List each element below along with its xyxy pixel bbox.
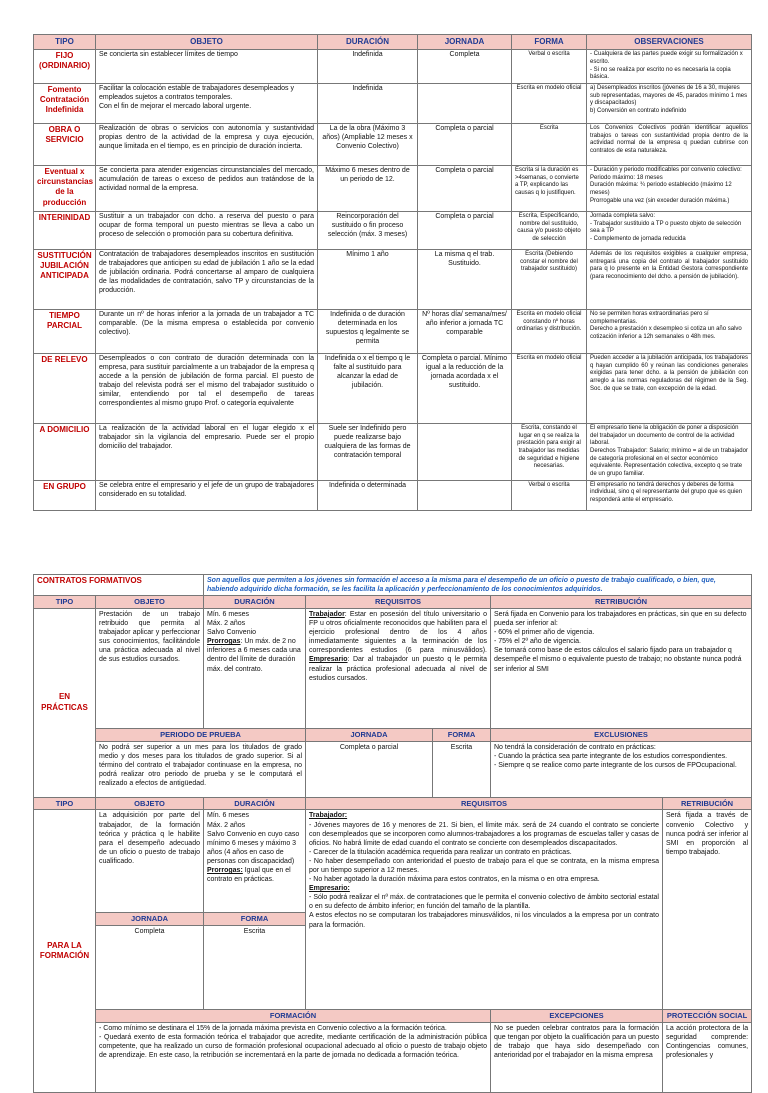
row-retribucion: Será fijada a través de convenio Colectivo y nunca podrá ser inferior al SMI en proporción al tiempo trabajado. xyxy=(663,810,752,1010)
row-requisitos xyxy=(306,608,491,728)
header-requisitos: REQUISITOS xyxy=(306,596,491,609)
row-duracion: Indefinida xyxy=(318,50,418,84)
row-tipo: PARA LA FORMACIÓN xyxy=(34,810,96,1093)
row-observaciones: Los Convenios Colectivos podrán identificar aquellos trabajos o tareas con sustantividad propia dentro de la actividad normal de la empresa q puedan cubrirse con contratos de esta naturaleza. xyxy=(587,123,752,165)
row-tipo: Eventual x circunstancias de la producción xyxy=(34,165,96,211)
row-tipo: OBRA O SERVICIO xyxy=(34,123,96,165)
header-retribucion: RETRIBUCIÓN xyxy=(663,797,752,810)
row-observaciones: - Cualquiera de las partes puede exigir su formalización x escrito. - Si no se realiza por escrito no es necesaria la copia básica. xyxy=(587,50,752,84)
table-row xyxy=(34,810,752,913)
formative-contracts-table xyxy=(33,574,752,1093)
header-duracion: DURACIÓN xyxy=(204,797,306,810)
table-row xyxy=(34,741,752,797)
table-row xyxy=(34,83,752,123)
empresario-text: : Dar al trabajador un puesto q le permita realizar la práctica profesional adecuada al nivel de estudios cursados. xyxy=(309,656,487,682)
header-forma: FORMA xyxy=(204,913,306,926)
row-duracion: La de la obra (Máximo 3 años) (Ampliable 12 meses x Convenio Colectivo) xyxy=(318,123,418,165)
row-objeto: Se celebra entre el empresario y el jefe de un grupo de trabajadores considerado en su totalidad. xyxy=(96,480,318,510)
header-objeto: OBJETO xyxy=(96,797,204,810)
row-tipo: SUSTITUCIÓN JUBILACIÓN ANTICIPADA xyxy=(34,249,96,309)
row-objeto: Prestación de un trabajo retribuido que permita al trabajador aplicar y perfeccionar sus conocimientos, facilitándole una práctica adecuada al nivel de sus estudios cursados. xyxy=(96,608,204,728)
table-row xyxy=(34,50,752,84)
row-forma: Escrita xyxy=(433,741,491,797)
prorrogas-text: Igual que en el contrato en prácticas. xyxy=(207,867,291,884)
row-jornada: Completa o parcial xyxy=(418,123,512,165)
table-subheader-row xyxy=(34,728,752,741)
header-objeto: OBJETO xyxy=(96,35,318,50)
header-jornada: JORNADA xyxy=(306,728,433,741)
contracts-table xyxy=(33,34,752,511)
row-objeto: Contratación de trabajadores desempleados inscritos en sustitución de trabajadores que anticipen su edad de jubilación 1 año se la edad de jubilación ordinaria. Podrá concertarse al amparo de cualquiera de las modalidades de contratación, salvo TP y circunstancias de la producción. xyxy=(96,249,318,309)
table-row xyxy=(34,165,752,211)
row-observaciones: No se permiten horas extraordinarias pero sí complementarias. Derecho a prestación x desempleo si cotiza un año salvo cotización inferior a 12h semanales o 48h mes. xyxy=(587,309,752,353)
row-objeto: Facilitar la colocación estable de trabajadores desempleados y empleados sujetos a contratos temporales. Con el fin de mejorar el mercado laboral urgente. xyxy=(96,83,318,123)
header-requisitos: REQUISITOS xyxy=(306,797,663,810)
row-objeto: Desempleados o con contrato de duración determinada con la empresa, para sustituir parcialmente a un trabajador de la empresa q accede a la pensión de jubilación de forma parcial. El puesto de trabajo del relevista podrá ser el mismo del trabajador sustituido o similar, entendiendo por tal el desempeño de tareas correspondientes al mismo grupo Prof. o categoría equivalente xyxy=(96,353,318,423)
row-tipo: A DOMICILIO xyxy=(34,423,96,480)
header-observaciones: OBSERVACIONES xyxy=(587,35,752,50)
prorrogas-label: Prorrogas: xyxy=(207,867,243,874)
row-jornada xyxy=(418,423,512,480)
header-tipo: TIPO xyxy=(34,797,96,810)
trabajador-label: Trabajador xyxy=(309,610,345,618)
empresario-text: - Sólo podrá realizar el nº máx. de contrataciones que le permita el convenio colectivo de ámbito sectorial estatal o en su defecto de ámbito inferior; en función del tamaño de la plantilla. A estos efectos no se computaran los trabajadores minusválidos, ni los vinculados a la empresa por un contrato para la formación. xyxy=(309,894,659,929)
table-row xyxy=(34,211,752,249)
row-formacion: - Como mínimo se destinara el 15% de la jornada máxima prevista en Convenio colectivo a la formación teórica. - Quedará exento de esta formación teórica el trabajador que acredite, mediante certificación de la administración pública competente, que ha realizado un curso de formación profesional ocupacional adecuado al oficio o puesto de trabajo objeto de aprendizaje. En este caso, la retribución se incrementará en la parte de jornada no dedicada a formación teórica. xyxy=(96,1022,491,1092)
header-formacion: FORMACIÓN xyxy=(96,1010,491,1023)
header-tipo: TIPO xyxy=(34,35,96,50)
empresario-label: Empresario: xyxy=(309,885,350,893)
row-jornada: Completa o parcial. Mínimo igual a la reducción de la jornada acordada x el sustituido. xyxy=(418,353,512,423)
header-duracion: DURACIÓN xyxy=(204,596,306,609)
header-excepciones: EXCEPCIONES xyxy=(491,1010,663,1023)
prorrogas-text: : Un máx. de 2 no inferiores a 6 meses cada una dentro del límite de duración máx. del contrato. xyxy=(207,638,301,673)
row-duracion: Mínimo 1 año xyxy=(318,249,418,309)
row-forma: Escrita, constando el lugar en q se realiza la prestación para exigir al trabajador las medidas de seguridad e higiene necesarias. xyxy=(512,423,587,480)
row-jornada: Completa o parcial xyxy=(306,741,433,797)
row-objeto: Se concierta sin establecer límites de tiempo xyxy=(96,50,318,84)
row-periodo-prueba: No podrá ser superior a un mes para los titulados de grado medio y dos meses para los titulados de grado superior. Si al término del contrato el trabajador continuase en la empresa, no podrá realizar otro periodo de prueba y se le computará el realizado a efectos de antigüedad. xyxy=(96,741,306,797)
row-observaciones: El empresario no tendrá derechos y deberes de forma individual, sino q el representante del grupo que es quien responderá ante el empresario. xyxy=(587,480,752,510)
row-requisitos xyxy=(306,810,663,1010)
row-jornada: La misma q el trab. Sustituido. xyxy=(418,249,512,309)
header-jornada: JORNADA xyxy=(96,913,204,926)
table-row xyxy=(34,1022,752,1092)
table-row xyxy=(34,608,752,728)
header-exclusiones: EXCLUSIONES xyxy=(491,728,752,741)
row-forma: Escrita en modelo oficial xyxy=(512,353,587,423)
section-title-row xyxy=(34,575,752,596)
row-duracion: Máximo 6 meses dentro de un periodo de 12. xyxy=(318,165,418,211)
table-header-row xyxy=(34,596,752,609)
header-forma: FORMA xyxy=(512,35,587,50)
row-duracion: Reincorporación del sustituido o fin proceso selección (máx. 3 meses) xyxy=(318,211,418,249)
row-objeto: Se concierta para atender exigencias circunstanciales del mercado, acumulación de tareas o exceso de pedidos aun tratándose de la actividad normal de la empresa. xyxy=(96,165,318,211)
row-observaciones: Además de los requisitos exigibles a cualquier empresa, entregará una copia del contrato al trabajador sustituido para q lo presente en la Entidad Gestora correspondiente (para reconocimiento del dcho. a pensión de jubilación). xyxy=(587,249,752,309)
row-objeto: La adquisición por parte del trabajador, de la formación teórica y práctica q le habilite para el desempeño adecuado de un oficio o puesto de trabajo cualificado. xyxy=(96,810,204,913)
header-jornada: JORNADA xyxy=(418,35,512,50)
row-forma: Escrita xyxy=(204,926,306,1010)
row-jornada: Completa o parcial xyxy=(418,211,512,249)
row-tipo: EN PRÁCTICAS xyxy=(34,608,96,797)
row-tipo: TIEMPO PARCIAL xyxy=(34,309,96,353)
row-duracion: Indefinida o x el tiempo q le falte al sustituido para alcanzar la edad de jubilación. xyxy=(318,353,418,423)
row-objeto: Realización de obras o servicios con autonomía y sustantividad propias dentro de la actividad de la empresa y cuya ejecución, aunque limitada en el tiempo, es en principio de duración incierta. xyxy=(96,123,318,165)
row-observaciones: a) Desempleados inscritos (jóvenes de 16 a 30, mujeres sub representadas, mayores de 45, parados mínimo 1 mes y discapacitados) b) Conversión en contrato indefinido xyxy=(587,83,752,123)
row-duracion xyxy=(204,608,306,728)
row-duracion xyxy=(204,810,306,913)
duracion-text: Mín. 6 meses Máx. 2 años Salvo Convenio xyxy=(207,610,257,637)
row-forma: Verbal o escrita xyxy=(512,480,587,510)
row-observaciones: El empresario tiene la obligación de poner a disposición del trabajador un documento de control de la actividad laboral. Derechos Trabajador: Salario; mínimo = al de un trabajador de categoría profesional en el sector económico equivalente. Representación colectiva, excepto q se trate de un grupo familiar. xyxy=(587,423,752,480)
row-forma: Escrita si la duración es >4semanas, o convierte a TP, explicando las causas q lo justifiquen. xyxy=(512,165,587,211)
row-jornada: Nº horas día/ semana/mes/ año inferior a jornada TC comparable xyxy=(418,309,512,353)
table-row xyxy=(34,123,752,165)
row-forma: Escrita en modelo oficial xyxy=(512,83,587,123)
row-excepciones: No se pueden celebrar contratos para la formación que tengan por objeto la cualificación para un puesto de trabajo que haya sido desempeñado con anterioridad por el trabajador en la misma empresa xyxy=(491,1022,663,1092)
header-tipo: TIPO xyxy=(34,596,96,609)
header-retribucion: RETRIBUCIÓN xyxy=(491,596,752,609)
row-tipo: EN GRUPO xyxy=(34,480,96,510)
row-duracion: Indefinida o determinada xyxy=(318,480,418,510)
row-duracion: Suele ser Indefinido pero puede realizarse bajo cualquiera de las formas de contratación temporal xyxy=(318,423,418,480)
section-title: CONTRATOS FORMATIVOS xyxy=(34,575,204,596)
row-jornada xyxy=(418,480,512,510)
trabajador-text: - Jóvenes mayores de 16 y menores de 21. Si bien, el límite máx. será de 24 cuando el contrato se concierte con desempleados que se incorporen como alumnos-trabajadores a los programas de escuelas taller y casas de oficios. No habrá límite de edad cuando el contrato se concierte con desempleados discapacitados. - Carecer de la titulación académica requerida para realizar un contrato en prácticas. - No haber desempeñado con anterioridad el puesto de trabajo para el que se contrata, en la misma empresa por un tiempo superior a 12 meses. - No haber agotado la duración máxima para estos contratos, en la misma o en otra empresa. xyxy=(309,821,659,884)
row-observaciones: Jornada completa salvo: - Trabajador sustituido a TP o puesto objeto de selección sea a TP - Complemento de jornada reducida xyxy=(587,211,752,249)
header-duracion: DURACIÓN xyxy=(318,35,418,50)
duracion-text: Mín. 6 meses Máx. 2 años Salvo Convenio en cuyo caso mínimo 6 meses y máximo 3 años (4 años en caso de personas con discapacidad) xyxy=(207,812,300,865)
row-observaciones: Pueden acceder a la jubilación anticipada, los trabajadores q hayan cumplido 60 y reúnan las condiciones generales exigidas para tener dcho. a la pensión de jubilación con arreglo a las normas reguladoras del régimen de la Seg. Soc. de que se trate, con excepción de la edad. xyxy=(587,353,752,423)
row-objeto: Sustituir a un trabajador con dcho. a reserva del puesto o para ocupar de forma temporal un puesto mientras se lleva a cabo un proceso de selección o promoción para su cobertura definitiva. xyxy=(96,211,318,249)
row-proteccion-social: La acción protectora de la seguridad comprende: Contingencias comunes, profesionales y xyxy=(663,1022,752,1092)
trabajador-text: : Estar en posesión del título universitario o FP u otros oficialmente reconocidos que habiliten para el ejercicio profesional dentro de los 4 años inmediatamente siguientes a la terminación de los correspondientes estudios (6 para minusválidos). xyxy=(309,610,487,655)
header-forma: FORMA xyxy=(433,728,491,741)
row-jornada: Completa xyxy=(418,50,512,84)
table-row xyxy=(34,309,752,353)
table-subheader-row xyxy=(34,1010,752,1023)
row-retribucion: Será fijada en Convenio para los trabajadores en prácticas, sin que en su defecto pueda ser inferior al: - 60% el primer año de vigencia. - 75% el 2º año de vigencia. Se tomará como base de estos cálculos el salario fijado para un trabajador q desempeñe el mismo o equivalente puesto de trabajo; no obstante nunca podrá ser inferior al SMI xyxy=(491,608,752,728)
trabajador-label: Trabajador: xyxy=(309,812,348,820)
header-objeto: OBJETO xyxy=(96,596,204,609)
table-row xyxy=(34,423,752,480)
empresario-label: Empresario xyxy=(309,656,348,664)
row-duracion: Indefinida o de duración determinada en los supuestos q legalmente se permita xyxy=(318,309,418,353)
table-header-row xyxy=(34,35,752,50)
table-row xyxy=(34,353,752,423)
row-forma: Escrita (Debiendo constar el nombre del trabajador sustituido) xyxy=(512,249,587,309)
row-forma: Escrita xyxy=(512,123,587,165)
header-proteccion-social: PROTECCIÓN SOCIAL xyxy=(663,1010,752,1023)
row-forma: Escrita en modelo oficial constando nº horas ordinarias y distribución. xyxy=(512,309,587,353)
row-tipo: DE RELEVO xyxy=(34,353,96,423)
row-jornada: Completa o parcial xyxy=(418,165,512,211)
row-tipo: FIJO (ORDINARIO) xyxy=(34,50,96,84)
row-forma: Escrita, Especificando, nombre del sustituido, causa y/o puesto objeto de selección xyxy=(512,211,587,249)
table-row xyxy=(34,480,752,510)
table-header-row xyxy=(34,797,752,810)
row-jornada xyxy=(418,83,512,123)
row-objeto: Durante un nº de horas inferior a la jornada de un trabajador a TC comparable. (De la misma empresa o establecida por convenio colectivo). xyxy=(96,309,318,353)
table-row xyxy=(34,249,752,309)
header-periodo-prueba: PERIODO DE PRUEBA xyxy=(96,728,306,741)
row-tipo: INTERINIDAD xyxy=(34,211,96,249)
row-duracion: Indefinida xyxy=(318,83,418,123)
row-forma: Verbal o escrita xyxy=(512,50,587,84)
section-description: Son aquellos que permiten a los jóvenes sin formación el acceso a la misma para el desempeño de un oficio o puesto de trabajo cualificado, o bien, que, habiendo adquirido dicha formación, se les facilita la aplicación y perfeccionamiento de los conocimientos adquiridos. xyxy=(204,575,752,596)
row-objeto: La realización de la actividad laboral en el lugar elegido x el trabajador sin la vigilancia del empresario. Puede ser el propio domicilio del trabajador. xyxy=(96,423,318,480)
row-jornada: Completa xyxy=(96,926,204,1010)
prorrogas-label: Prorrogas xyxy=(207,638,241,646)
row-tipo: Fomento Contratación Indefinida xyxy=(34,83,96,123)
row-exclusiones: No tendrá la consideración de contrato en prácticas: - Cuando la práctica sea parte integrante de los estudios correspondientes. - Siempre q se realice como parte integrante de los cursos de FPOcupacional. xyxy=(491,741,752,797)
row-observaciones: - Duración y periodo modificables por convenio colectivo: Periodo máximo: 18 meses Duración máxima: ¾ periodo establecido (máximo 12 meses) Prorrogable una vez (sin exceder duración máxima.) xyxy=(587,165,752,211)
